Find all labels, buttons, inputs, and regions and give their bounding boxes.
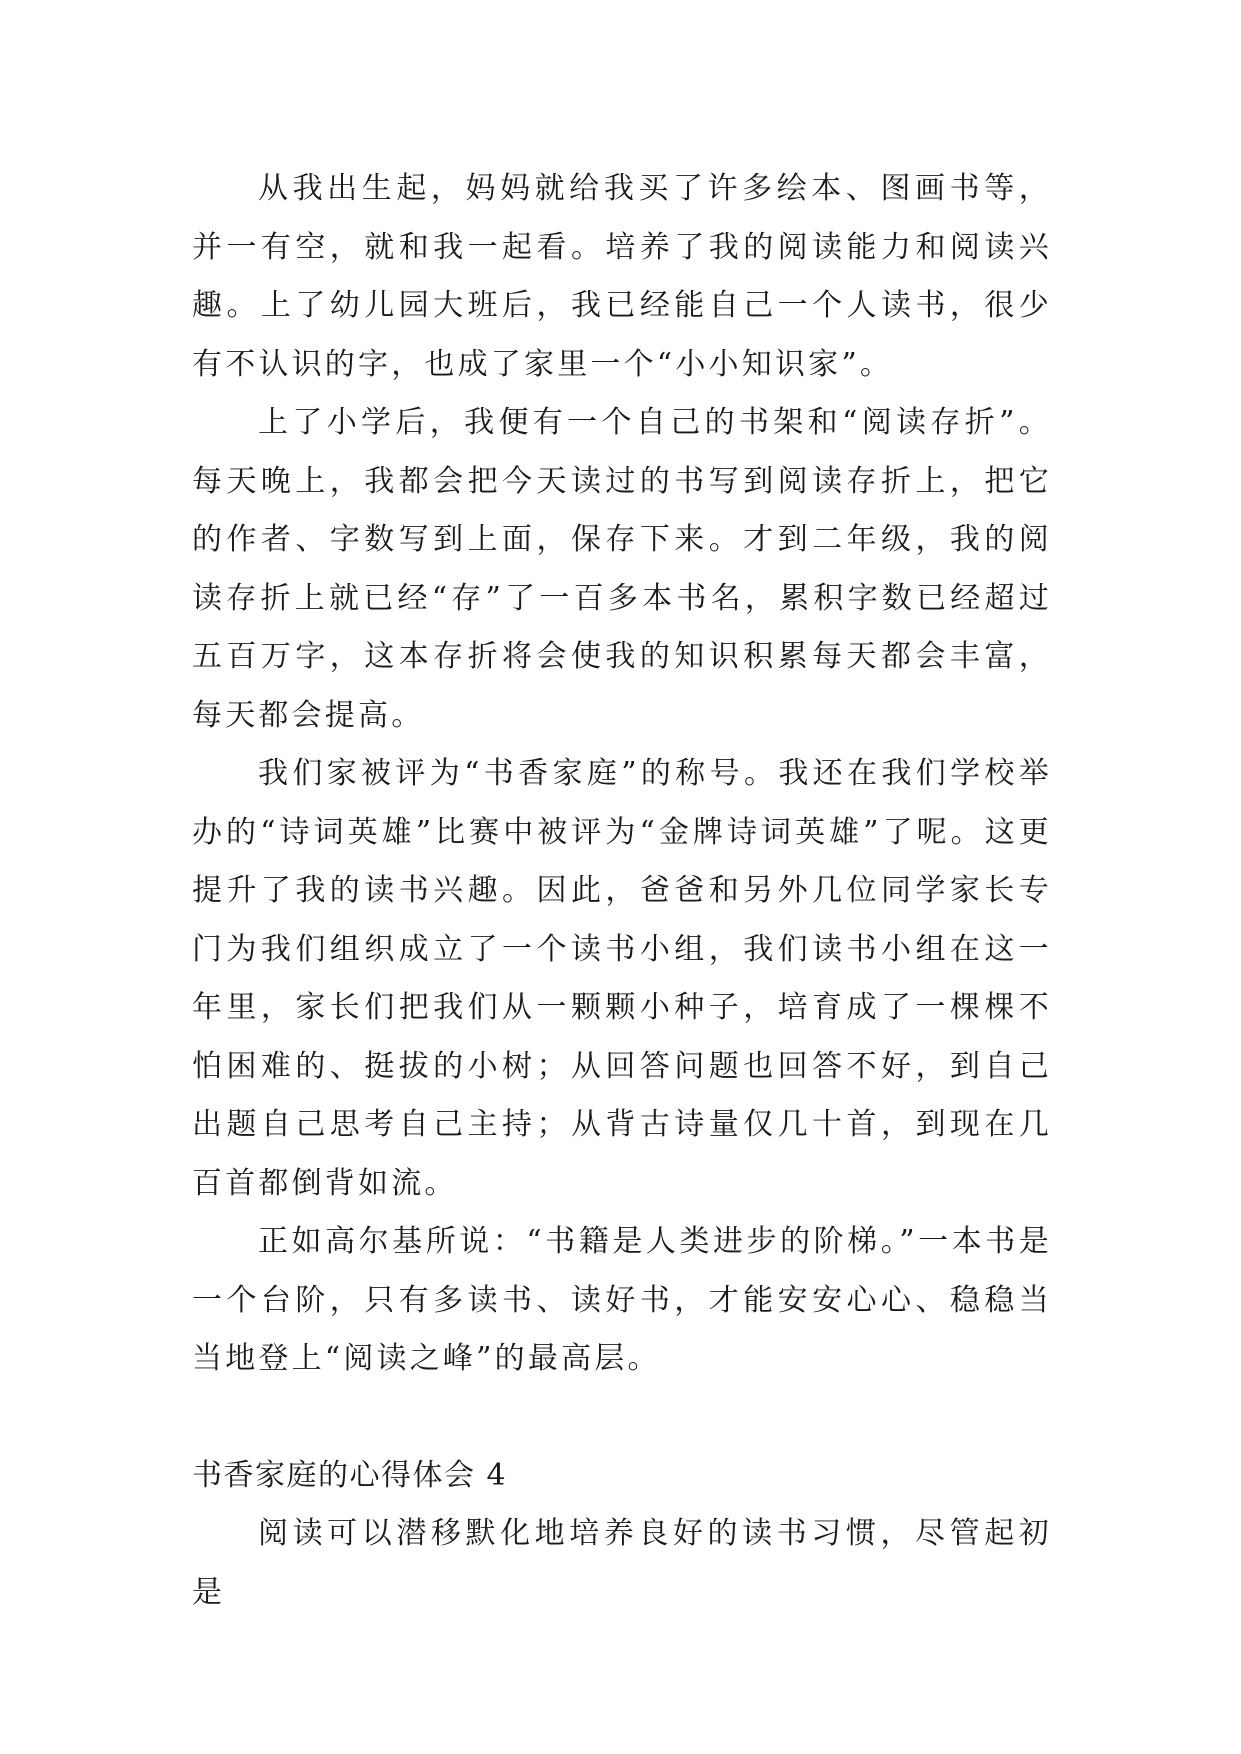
paragraph-3: 我们家被评为“书香家庭”的称号。我还在我们学校举办的“诗词英雄”比赛中被评为“金牌诗词英雄”了呢。这更提升了我的读书兴趣。因此，爸爸和另外几位同学家长专门为我们组织成立了一个读书小组，我们读书小组在这一年里，家长们把我们从一颗颗小种子，培育成了一棵棵不怕困难的、挺拔的小树；从回答问题也回答不好，到自己出题自己思考自己主持；从背古诗量仅几十首，到现在几百首都倒背如流。 [192,756,1052,1201]
section-heading: 书香家庭的心得体会 4 [192,1457,508,1493]
paragraph-5: 阅读可以潜移默化地培养良好的读书习惯，尽管起初是 [192,1516,1052,1610]
paragraph-2: 上了小学后，我便有一个自己的书架和“阅读存折”。每天晚上，我都会把今天读过的书写到阅读存折上，把它的作者、字数写到上面，保存下来。才到二年级，我的阅读存折上就已经“存”了一百多本书名，累积字数已经超过五百万字，这本存折将会使我的知识积累每天都会丰富，每天都会提高。 [192,405,1052,733]
paragraph-1: 从我出生起，妈妈就给我买了许多绘本、图画书等，并一有空，就和我一起看。培养了我的阅读能力和阅读兴趣。上了幼儿园大班后，我已经能自己一个人读书，很少有不认识的字，也成了家里一个“小小知识家”。 [192,171,1052,382]
document-body [192,160,1052,1622]
paragraph-4: 正如高尔基所说：“书籍是人类进步的阶梯。”一本书是一个台阶，只有多读书、读好书，才能安安心心、稳稳当当地登上“阅读之峰”的最高层。 [192,1224,1052,1376]
